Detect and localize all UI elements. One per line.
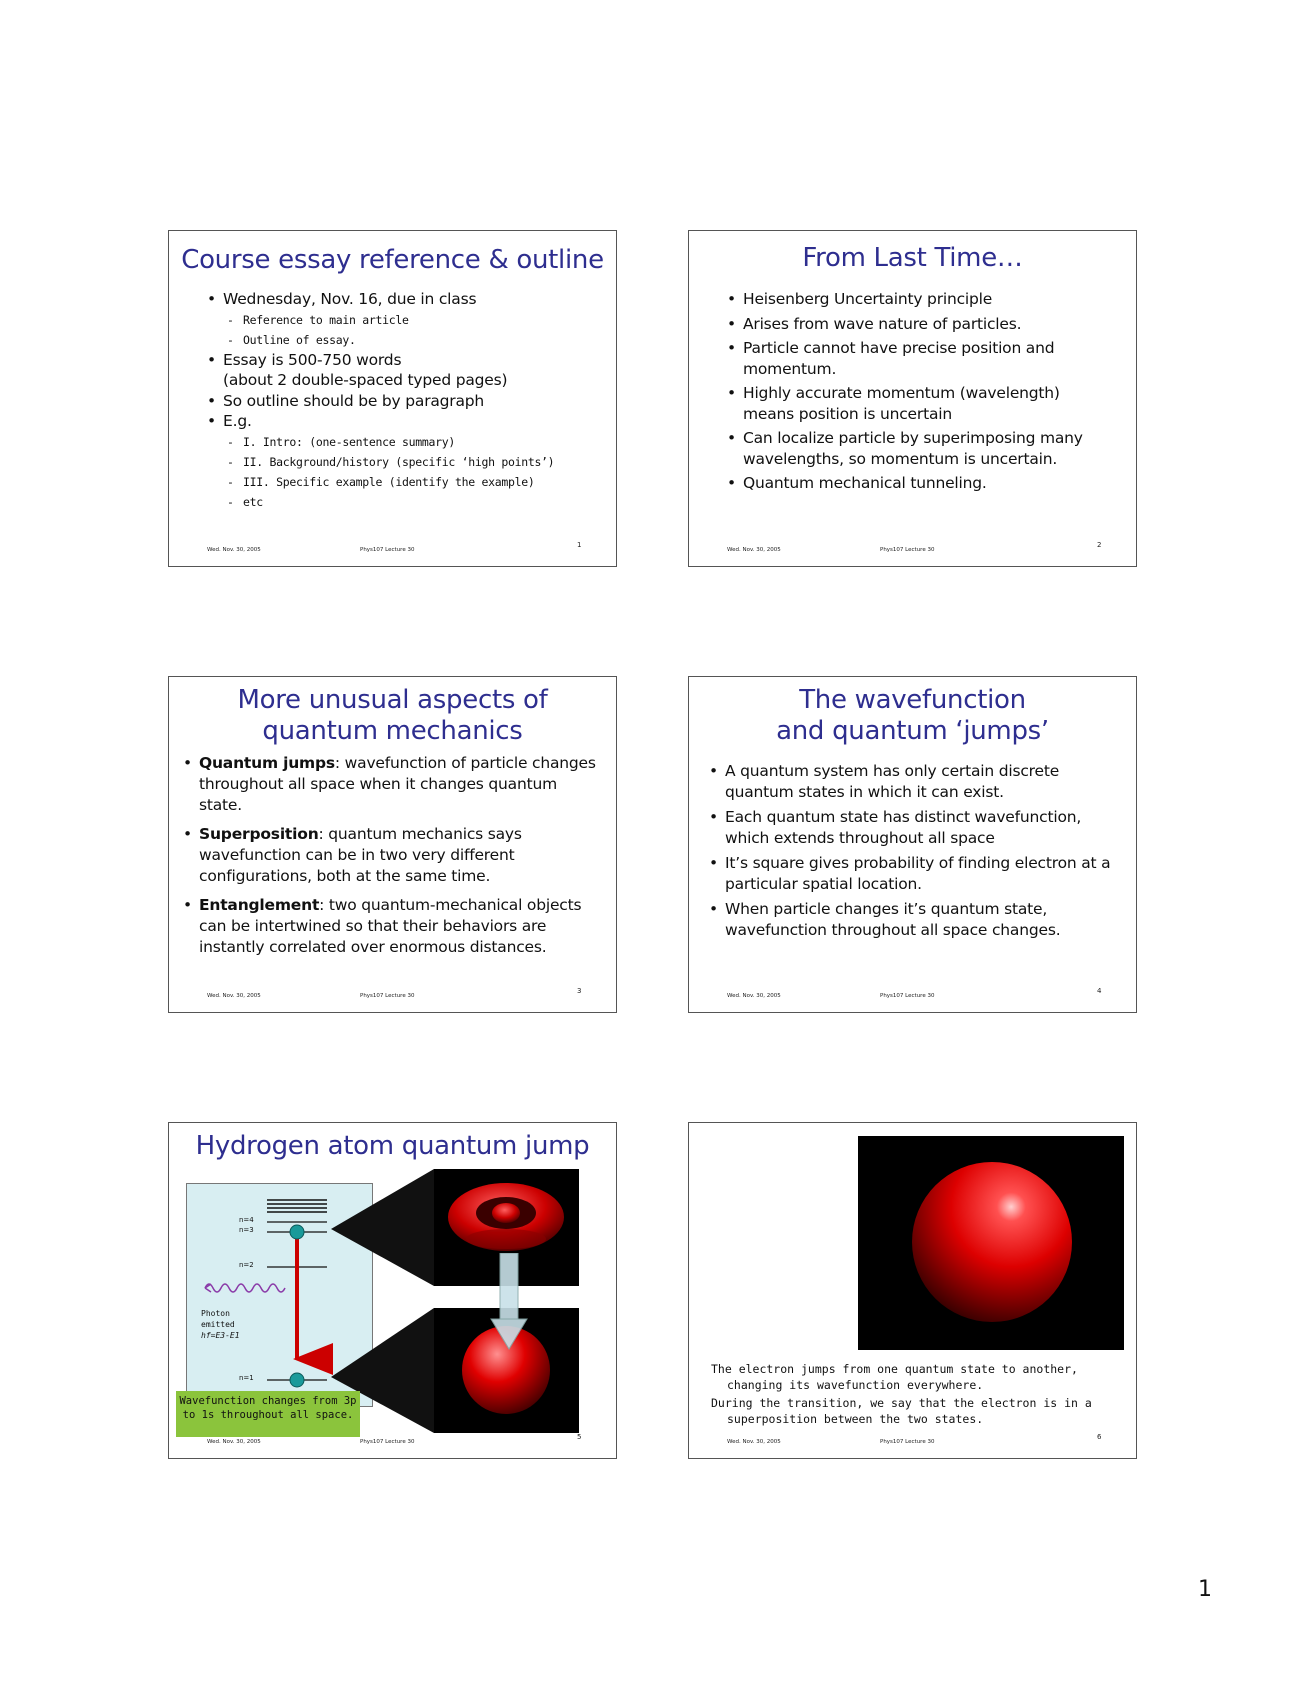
sub-bullet: - III. Specific example (identify the example) <box>207 472 607 492</box>
sub-bullet: - Reference to main article <box>207 310 607 330</box>
slide-footer-course: Phys107 Lecture 30 <box>880 993 935 999</box>
level-label-n2: n=2 <box>239 1261 254 1269</box>
slide-number: 6 <box>1097 1433 1102 1441</box>
orbital-lower-ring <box>466 1229 546 1249</box>
slide-3-title <box>169 685 616 747</box>
sub-bullet: - Outline of essay. <box>207 330 607 350</box>
slide-footer-course: Phys107 Lecture 30 <box>880 1439 935 1445</box>
bullet: • Particle cannot have precise position and momentum. <box>727 338 1102 379</box>
slide-3-title-line-1: More unusual aspects of <box>237 685 548 715</box>
bullet: • Can localize particle by superimposing many wavelengths, so momentum is uncertain. <box>727 428 1102 469</box>
bullet: • Wednesday, Nov. 16, due in class <box>207 289 607 310</box>
slide-1 <box>168 230 617 567</box>
slide-2 <box>688 230 1137 567</box>
slide-4-title-line-2: and quantum ‘jumps’ <box>776 716 1049 746</box>
term: Superposition <box>199 825 319 843</box>
bullet: • Arises from wave nature of particles. <box>727 314 1102 335</box>
slide-4 <box>688 676 1137 1013</box>
slide-footer-date: Wed. Nov. 30, 2005 <box>727 547 781 553</box>
slide-4-title <box>689 685 1136 747</box>
bullet: • A quantum system has only certain discrete quantum states in which it can exist. <box>709 761 1121 802</box>
sphere <box>912 1162 1072 1322</box>
bullet: • Essay is 500-750 words (about 2 double-spaced typed pages) <box>207 350 607 391</box>
slide-footer-course: Phys107 Lecture 30 <box>360 1439 415 1445</box>
slide-number: 2 <box>1097 541 1102 549</box>
orbital-core <box>492 1203 520 1223</box>
slide-4-title-line-1: The wavefunction <box>799 685 1026 715</box>
bullet: • It’s square gives probability of finding electron at a particular spatial location. <box>709 853 1121 894</box>
definition: : wavefunction of particle changes throughout all space when it changes quantum state. <box>199 754 596 814</box>
slide-footer-date: Wed. Nov. 30, 2005 <box>207 993 261 999</box>
slide-number: 5 <box>577 1433 582 1441</box>
slide-footer-date: Wed. Nov. 30, 2005 <box>207 1439 261 1445</box>
slide-2-title: From Last Time… <box>802 243 1023 273</box>
slide-3-bullets <box>183 753 603 958</box>
definition: : two quantum-mechanical objects can be intertwined so that their behaviors are instantly correlated over enormous distances. <box>199 896 582 956</box>
term: Quantum jumps <box>199 754 335 772</box>
slide-footer-course: Phys107 Lecture 30 <box>360 993 415 999</box>
photon-label-line-2: emitted <box>201 1320 235 1329</box>
slide-2-bullets <box>727 289 1102 494</box>
slide-5 <box>168 1122 617 1459</box>
sub-bullet: - II. Background/history (specific ‘high points’) <box>207 452 607 472</box>
bullet: • Each quantum state has distinct wavefunction, which extends throughout all space <box>709 807 1121 848</box>
sphere-orbital-image <box>858 1136 1124 1350</box>
projection-cone-top <box>331 1169 434 1286</box>
slide-footer-date: Wed. Nov. 30, 2005 <box>727 993 781 999</box>
slide-5-caption: Wavefunction changes from 3p to 1s throughout all space. <box>176 1391 360 1437</box>
slide-number: 1 <box>577 541 582 549</box>
slide-6-caption <box>711 1361 1111 1429</box>
slide-5-title: Hydrogen atom quantum jump <box>195 1131 590 1161</box>
bullet: • So outline should be by paragraph <box>207 391 607 412</box>
level-label-n4: n=4 <box>239 1216 254 1224</box>
bullet: • Quantum mechanical tunneling. <box>727 473 1102 494</box>
sub-bullet: - I. Intro: (one-sentence summary) <box>207 432 607 452</box>
level-label-n3: n=3 <box>239 1226 254 1234</box>
page-number: 1 <box>1198 1577 1212 1602</box>
photon-formula: hf=E3-E1 <box>201 1331 240 1340</box>
bullet <box>183 753 603 816</box>
slide-footer-course: Phys107 Lecture 30 <box>880 547 935 553</box>
bullet: • When particle changes it’s quantum state, wavefunction throughout all space changes. <box>709 899 1121 940</box>
bullet: • Highly accurate momentum (wavelength) means position is uncertain <box>727 383 1102 424</box>
sphere-orbital-drawing <box>858 1136 1124 1350</box>
slide-footer-date: Wed. Nov. 30, 2005 <box>207 547 261 553</box>
slide-footer-course: Phys107 Lecture 30 <box>360 547 415 553</box>
slide-3 <box>168 676 617 1013</box>
caption-paragraph: During the transition, we say that the electron is in a superposition between the two states. <box>711 1396 1092 1426</box>
term: Entanglement <box>199 896 320 914</box>
level-label-n1: n=1 <box>239 1374 254 1382</box>
slide-3-title-line-2: quantum mechanics <box>262 716 523 746</box>
bullet: • E.g. <box>207 411 607 432</box>
bullet: • Heisenberg Uncertainty principle <box>727 289 1102 310</box>
slide-6 <box>688 1122 1137 1459</box>
slide-1-bullets <box>207 289 607 512</box>
photon-label-line-1: Photon <box>201 1309 230 1318</box>
bullet <box>183 895 603 958</box>
slide-1-title: Course essay reference & outline <box>181 245 604 275</box>
slide-footer-date: Wed. Nov. 30, 2005 <box>727 1439 781 1445</box>
slide-number: 4 <box>1097 987 1102 995</box>
bullet <box>183 824 603 887</box>
slide-number: 3 <box>577 987 582 995</box>
caption-paragraph: The electron jumps from one quantum state to another, changing its wavefunction everywhere. <box>711 1362 1078 1392</box>
definition: : quantum mechanics says wavefunction can be in two very different configurations, both at the same time. <box>199 825 522 885</box>
sub-bullet: - etc <box>207 492 607 512</box>
slide-4-bullets <box>709 761 1121 940</box>
down-arrow-icon <box>489 1253 529 1353</box>
